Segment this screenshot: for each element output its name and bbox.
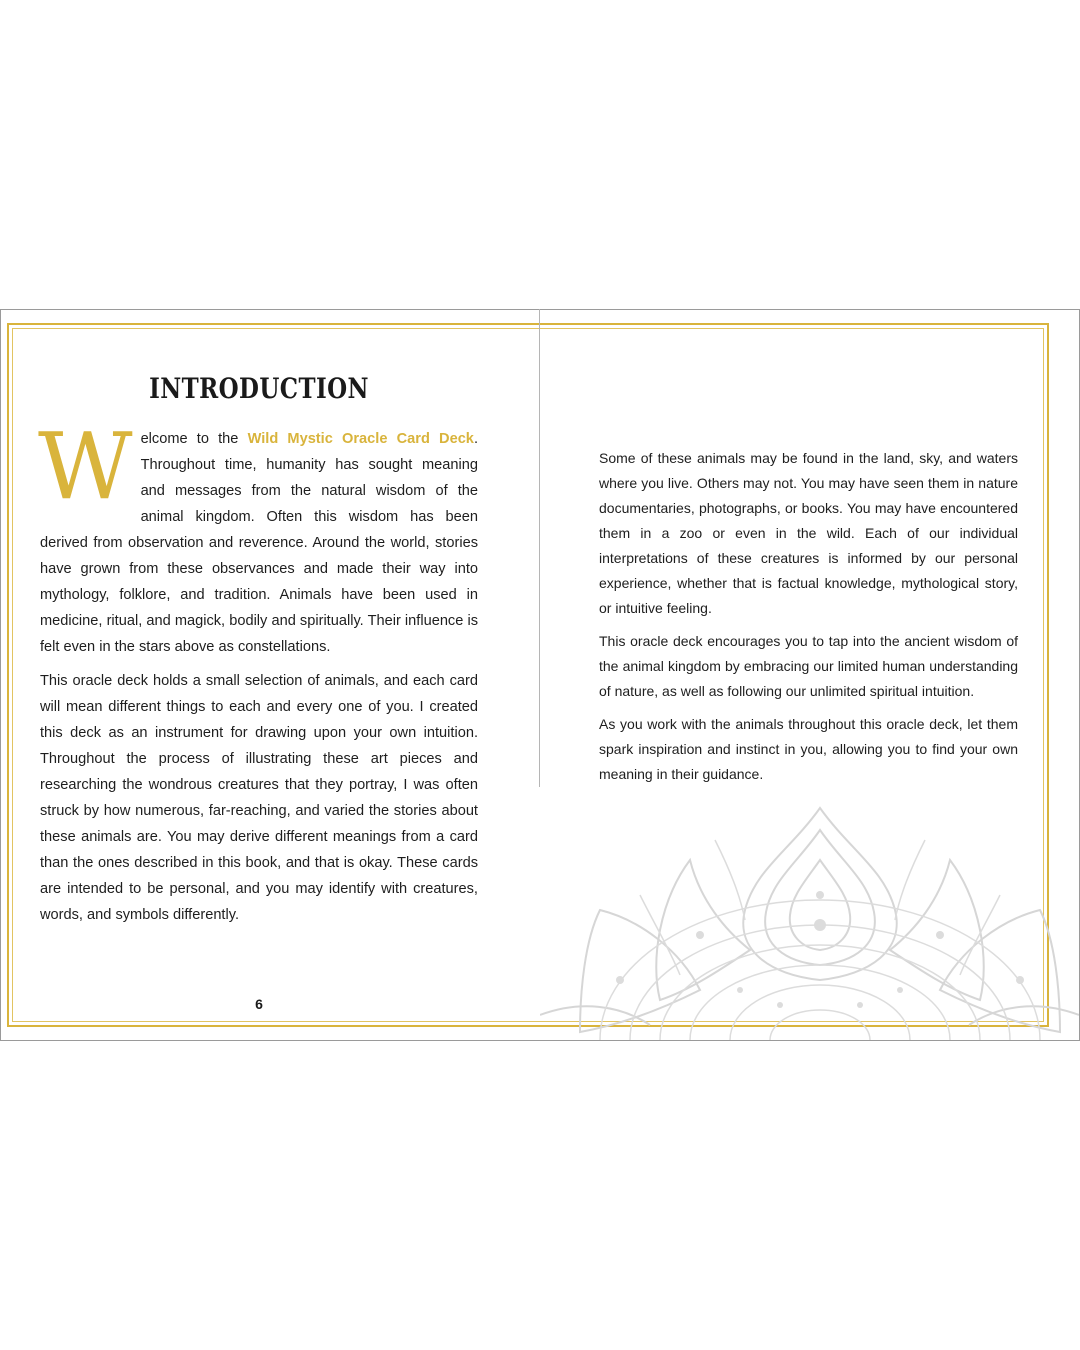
chapter-title: INTRODUCTION [149,372,369,405]
brand-name: Wild Mystic Oracle Card Deck [247,431,474,447]
right-paragraph-2: This oracle deck encourages you to tap into the ancient wisdom of the animal kingdom by embracing our limited human understanding of nature, as well as following our unlimited spiritual intuition. [599,633,1018,699]
mandala-ornament-icon [540,800,1079,1040]
drop-cap: W [38,413,133,520]
paragraph1-rest: . Throughout time, humanity has sought meaning and messages from the natural wisdom of the animal kingdom. Often this wisdom has been derived from observation and reverence. Around the world, stories have grown from these observances and made their way into mythology, folklore, and tradition. Animals have been used in medicine, ritual, and magick, bodily and spiritually. Their influence is felt even in the stars above as constellations. [40,431,478,655]
right-page-body [599,446,1018,795]
page-gutter [539,309,540,787]
left-page-body [38,413,478,936]
intro-paragraph-2: This oracle deck holds a small selection of animals, and each card will mean different things to each and every one of you. I created this deck as an instrument for drawing upon your own intuition. Throughout the process of illustrating these art pieces and researching the wondrous creatures that they portray, I was often struck by how numerous, far-reaching, and varied the stories about these animals are. You may derive different meanings from a card than the ones described in this book, and that is okay. These cards are intended to be personal, and you may identify with creatures, words, and symbols differently. [40,673,478,923]
right-paragraph-3: As you work with the animals throughout this oracle deck, let them spark inspiration and instinct in you, allowing you to find your own meaning in their guidance. [599,716,1018,782]
page-edge-left [0,309,1,1041]
paragraph1-lead: elcome to the [140,431,248,447]
page-number: 6 [255,996,263,1012]
intro-paragraph-1 [38,413,478,660]
right-paragraph-1: Some of these animals may be found in the land, sky, and waters where you live. Others may not. You may have seen them in nature documentaries, photographs, or books. You may have encountered them in a zoo or even in the wild. Each of our individual interpretations of these creatures is informed by our personal experience, whether that is factual knowledge, mythological story, or intuitive feeling. [599,450,1018,616]
